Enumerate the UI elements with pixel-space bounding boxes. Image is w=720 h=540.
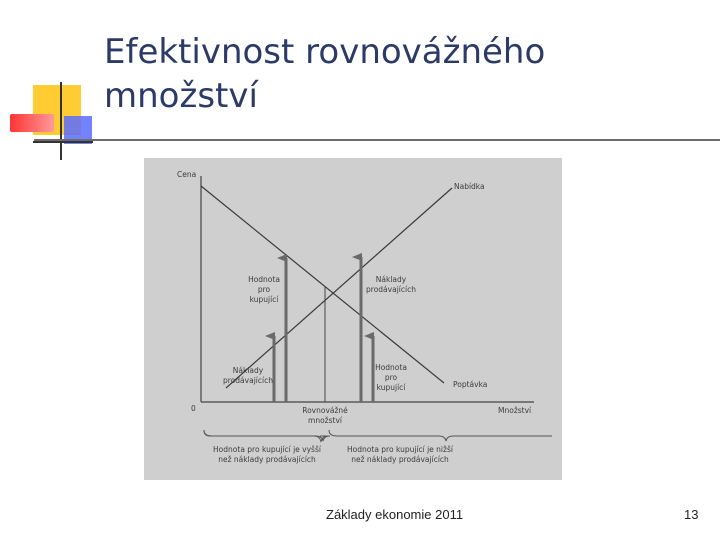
equilibrium-label-line-1: Rovnovážné	[302, 406, 348, 415]
left-buyer-value-line-3: kupující	[249, 295, 279, 304]
slide-title-line-2: množství	[104, 76, 258, 116]
right-buyer-value-line-2: pro	[384, 373, 398, 382]
supply-demand-diagram	[144, 158, 562, 480]
title-divider	[34, 139, 720, 141]
accent-horizontal-line	[33, 141, 93, 143]
left-seller-cost-line-1: Náklady	[232, 366, 264, 375]
bracket-right-caption-line-2: než náklady prodávajících	[351, 455, 449, 464]
x-axis-label: Množství	[498, 406, 532, 415]
right-buyer-value-line-1: Hodnota	[375, 363, 407, 372]
slide-title	[104, 30, 704, 118]
right-buyer-value-line-3: kupující	[376, 383, 406, 392]
supply-demand-figure	[144, 158, 562, 480]
bracket-right	[329, 430, 552, 441]
right-seller-cost-line-1: Náklady	[375, 275, 407, 284]
page-number: 13	[684, 507, 699, 522]
accent-red-bar	[10, 114, 54, 132]
left-buyer-value-line-2: pro	[257, 285, 271, 294]
left-buyer-value-line-1: Hodnota	[248, 275, 280, 284]
bracket-right-caption-line-1: Hodnota pro kupující je nižší	[347, 445, 453, 454]
demand-label: Poptávka	[453, 380, 488, 389]
left-seller-cost-line-2: prodávajících	[223, 376, 273, 385]
bracket-left-body	[204, 430, 330, 441]
supply-label: Nabídka	[454, 182, 485, 191]
right-seller-cost-line-2: prodávajících	[366, 285, 416, 294]
slide-title-line-1: Efektivnost rovnovážného	[104, 32, 546, 72]
origin-label: 0	[191, 404, 196, 413]
accent-vertical-line	[60, 82, 62, 160]
bracket-left-caption-line-2: než náklady prodávajících	[218, 455, 316, 464]
bracket-left-caption-line-1: Hodnota pro kupující je vyšší	[213, 445, 321, 454]
equilibrium-label-line-2: množství	[308, 416, 342, 425]
y-axis-label: Cena	[177, 170, 197, 179]
slide-footer: Základy ekonomie 2011	[326, 507, 464, 522]
